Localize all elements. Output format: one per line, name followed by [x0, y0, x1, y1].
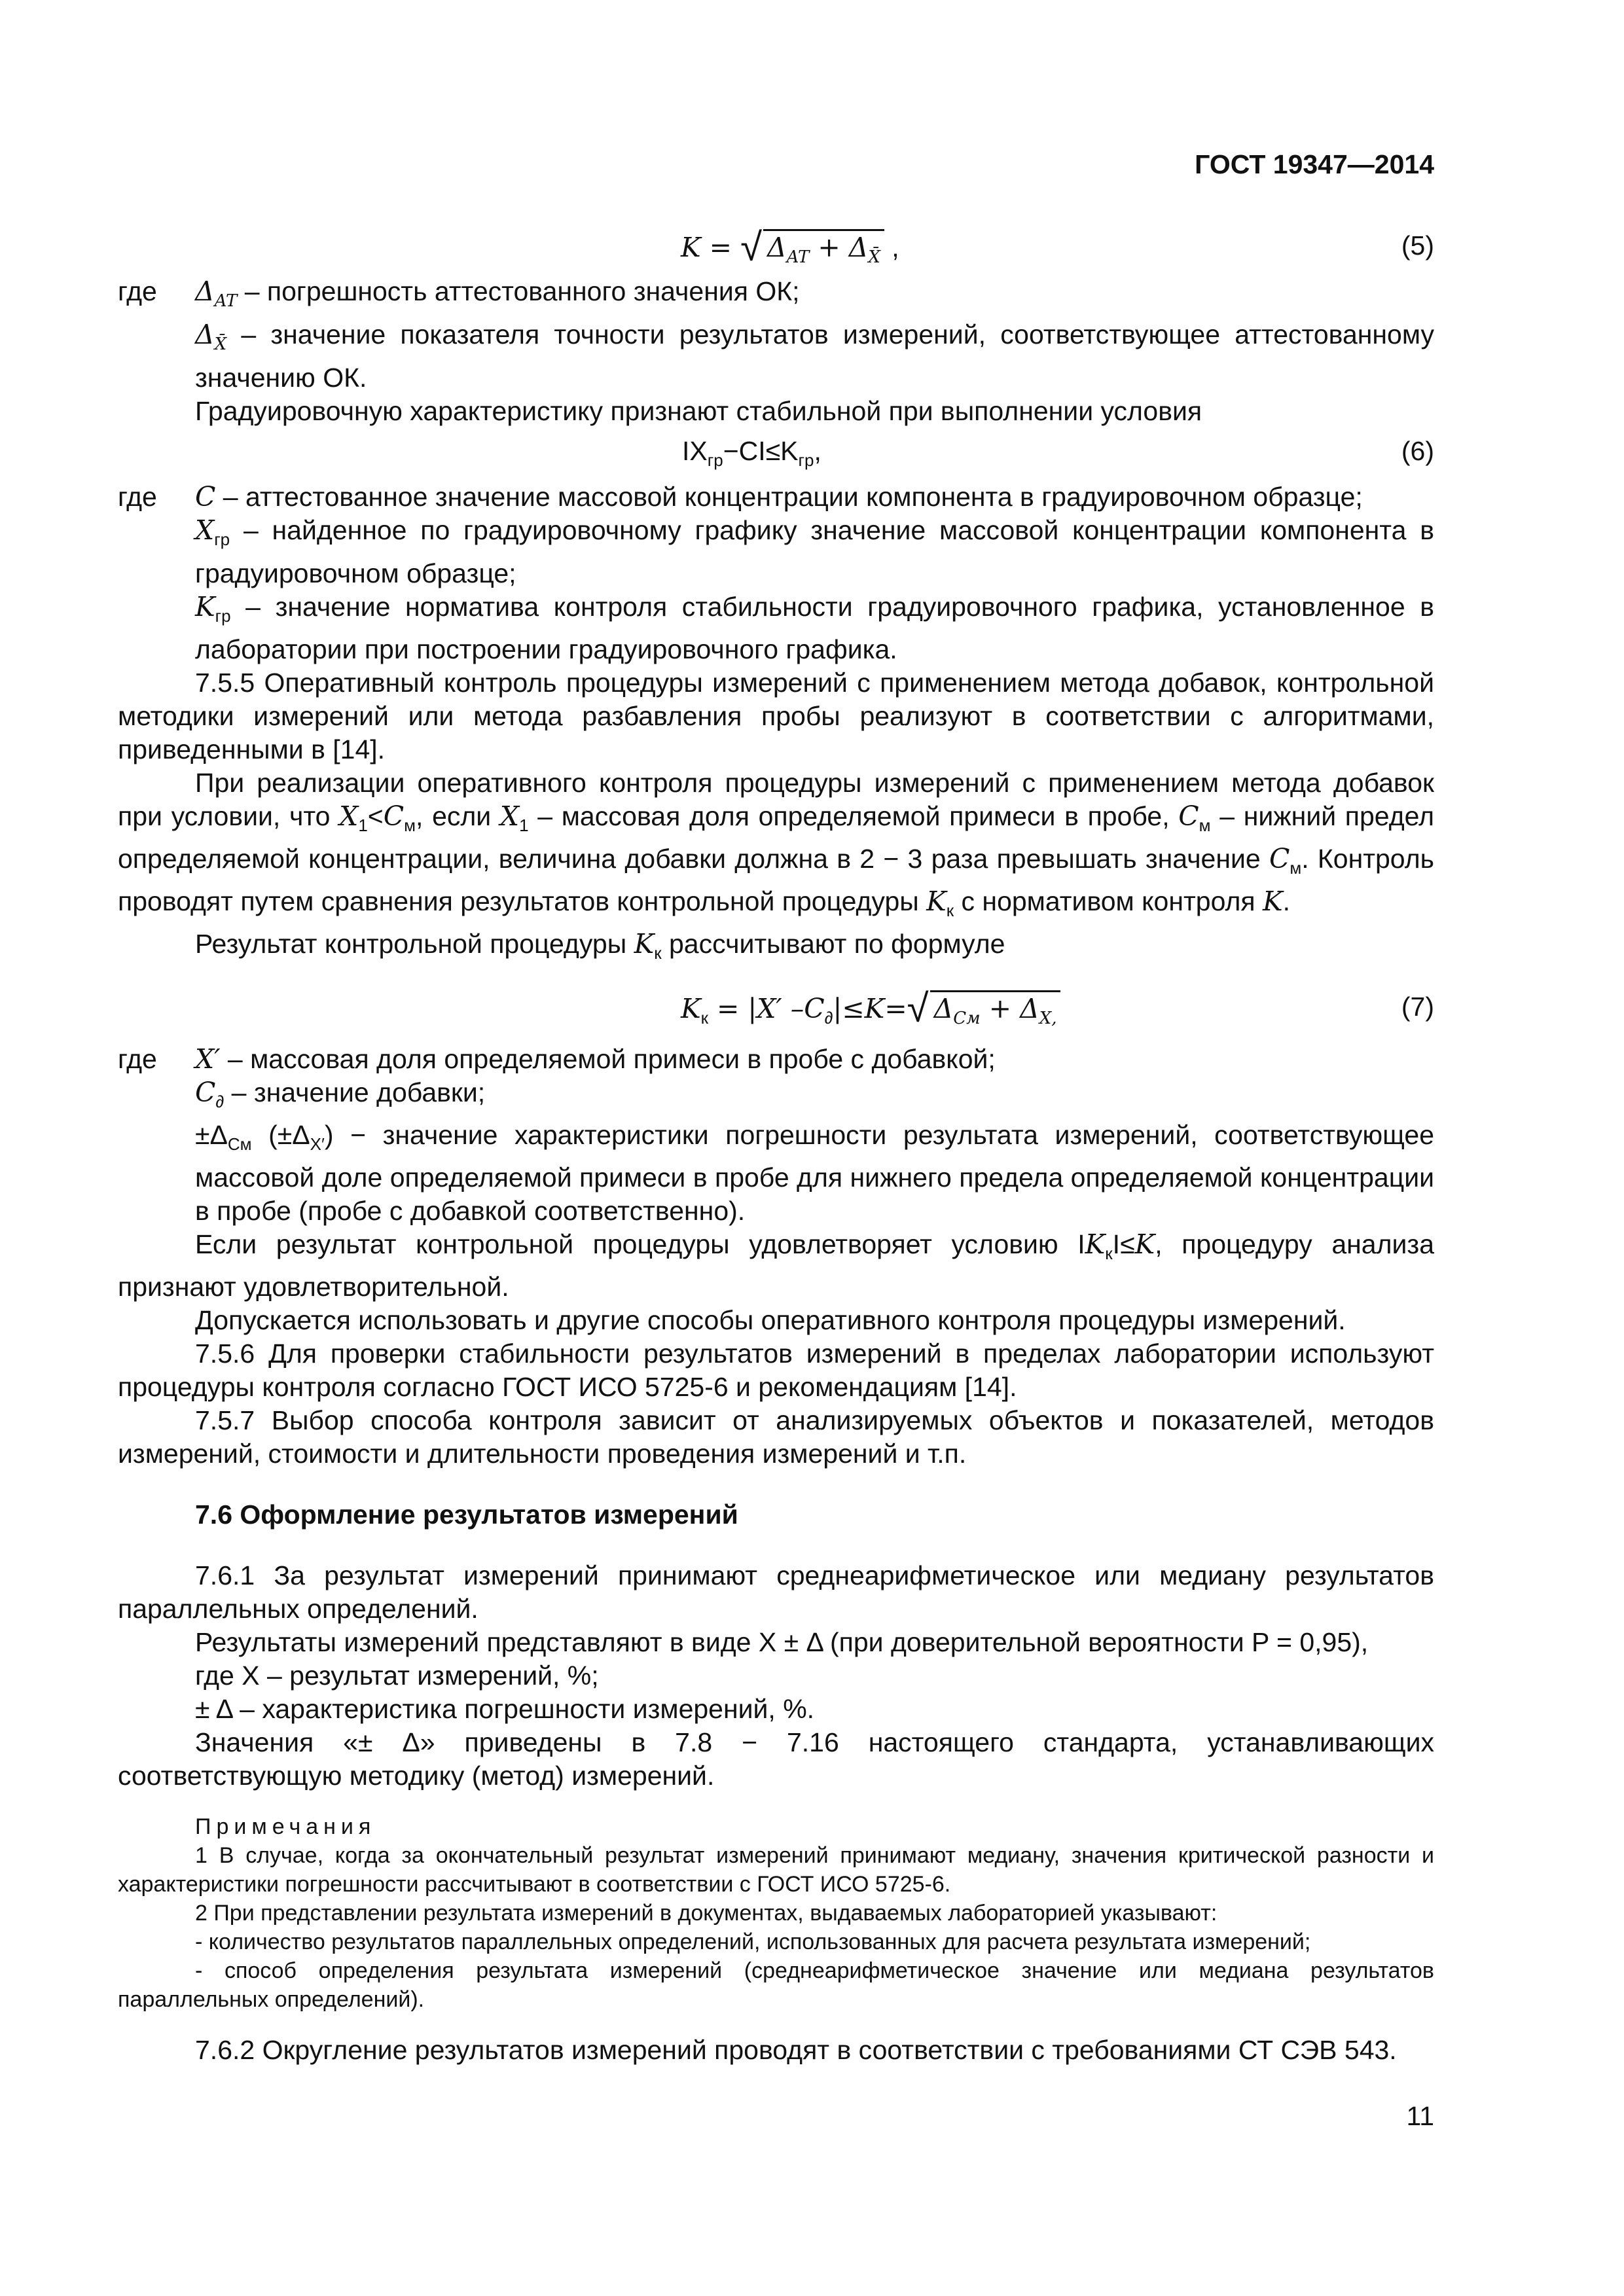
symbol-x: X	[195, 514, 215, 547]
spacer	[118, 2014, 1434, 2034]
impl-x2: X	[499, 800, 520, 832]
symbol-c-sub: ∂	[215, 1091, 225, 1111]
impl-text-6: с нормативом контроля	[954, 886, 1263, 917]
paragraph-7-5-6: 7.5.6 Для проверки стабильности результатов измерений в пределах лаборатории используют процедуры контроля согласно ГОСТ ИСО 5725-6 и рекомендациям [14].	[118, 1338, 1434, 1403]
paragraph-result	[118, 927, 1434, 970]
impl-text-1: При реализации оперативного контроля процедуры измерений с применением метода добавок при условии, что	[118, 767, 1434, 831]
impl-cm3-sub: м	[1290, 858, 1302, 878]
if-text-1: Если результат контрольной процедуры удовлетворяет условию I	[195, 1229, 1085, 1259]
impl-x1: X	[339, 800, 359, 832]
result-text-1: Результат контрольной процедуры	[195, 929, 634, 960]
formula-5-plus: +	[809, 232, 849, 263]
impl-text-7: .	[1282, 886, 1291, 917]
impl-cm3: C	[1269, 842, 1290, 874]
if-k2: K	[1134, 1228, 1155, 1260]
if-k-sub: к	[1105, 1244, 1113, 1264]
formula-7-sub-a: См	[953, 1008, 981, 1028]
page-number: 11	[1406, 2101, 1434, 2131]
where-7-c-text: – значение добавки;	[224, 1077, 486, 1107]
symbol-c: C	[195, 481, 216, 513]
formula-5-sub-a: AT	[786, 247, 810, 268]
where-7-delta-sub: См	[227, 1134, 252, 1154]
delta-subscript: AT	[214, 291, 238, 312]
formula-5-radicand	[763, 229, 884, 274]
symbol-x-prime: X′	[195, 1043, 221, 1075]
delta-symbol: Δ	[195, 319, 215, 351]
where-6-x-text: – найденное по градуировочному графику значение массовой концентрации компонента в градуировочном образце;	[195, 515, 1434, 588]
paragraph-7-5-7: 7.5.7 Выбор способа контроля зависит от анализируемых объектов и показателей, методов измерений, стоимости и длительности проведения измерений и т.п.	[118, 1405, 1434, 1469]
spacer	[118, 1793, 1434, 1812]
section-heading-7-6: 7.6 Оформление результатов измерений	[195, 1499, 738, 1530]
formula-7-delta-b: Δ	[1020, 992, 1039, 1024]
where-label: где	[118, 482, 157, 512]
notes-block	[118, 1812, 1434, 2014]
formula-5-delta-a: Δ	[767, 232, 787, 263]
where-6-row-k	[118, 590, 1434, 666]
note-1: 1 В случае, когда за окончательный результат измерений принимают медиану, значения критической разности и характеристики погрешности рассчитывают в соответствии с ГОСТ ИСО 5725-6.	[118, 1843, 1434, 1897]
formula-7-number: (7)	[1401, 991, 1434, 1022]
formula-7-delta-a: Δ	[933, 992, 954, 1024]
note-2a: - количество результатов параллельных определений, использованных для расчета результата измерений;	[195, 1929, 1311, 1955]
formula-7-expression	[681, 986, 1060, 1035]
notes-title: Примечания	[195, 1814, 376, 1840]
paragraph-7-6-2: 7.6.2 Округление результатов измерений проводят в соответствии с требованиями СТ СЭВ 543.	[195, 2035, 1397, 2066]
where-6-c-text: – аттестованное значение массовой концентрации компонента в градуировочном образце;	[215, 482, 1363, 512]
impl-text-5: . Контроль проводят путем сравнения результатов контрольной процедуры	[118, 843, 1434, 917]
impl-kk: K	[926, 886, 947, 918]
document-body	[118, 223, 1434, 2067]
formula-5-delta-b: Δ	[848, 232, 869, 263]
impl-text-3: – массовая доля определяемой примеси в пробе,	[528, 800, 1179, 831]
impl-cm1: C	[383, 800, 405, 832]
formula-7-lhs: K	[681, 992, 701, 1024]
where-5-row-2	[118, 318, 1434, 395]
paragraph-7-5-5: 7.5.5 Оперативный контроль процедуры измерений с применением метода добавок, контрольной методики измерений или метода разбавления пробы реализуют в соответствии с алгоритмами, приведенными в [14].	[118, 667, 1434, 764]
where-6-k-text: – значение норматива контроля стабильности градуировочного графика, установленное в лаборатории при построении градуировочного графика.	[195, 591, 1434, 664]
delta-subscript: X̄	[214, 334, 227, 355]
impl-cm2: C	[1178, 800, 1199, 832]
where-7-delta-text: ) − значение характеристики погрешности результата измерений, соответствующее массовой доле определяемой примеси в пробе для нижнего предела определяемой концентрации в пробе (пробе с добавкой соответственно).	[195, 1119, 1434, 1226]
impl-cm1-sub: м	[404, 815, 416, 835]
symbol-x-sub: гр	[214, 529, 230, 550]
formula-6-text-b: −CI≤K	[723, 436, 799, 467]
delta-symbol: Δ	[195, 276, 215, 307]
impl-k: K	[1262, 886, 1283, 918]
formula-6-text-a: IX	[682, 436, 708, 467]
result-text-2: рассчитывают по формуле	[661, 929, 1005, 960]
where-label: где	[118, 276, 157, 306]
if-text-3: , процедуру анализа признают удовлетворительной.	[118, 1229, 1434, 1302]
formula-5-number: (5)	[1401, 230, 1434, 260]
where-5-row-1	[118, 275, 1434, 318]
symbol-c: C	[195, 1076, 216, 1108]
impl-kk-sub: к	[946, 901, 954, 921]
formula-5-lhs: K =	[681, 232, 741, 263]
symbol-k-sub: гр	[215, 605, 231, 626]
formula-6-expression	[682, 435, 821, 477]
formula-7	[118, 971, 1434, 1043]
paragraph-implementation	[118, 766, 1434, 928]
formula-5-expression	[681, 225, 899, 274]
formula-7-lhs-sub: к	[700, 1007, 709, 1028]
where-5-item-2-text: – значение показателя точности результатов измерений, соответствующее аттестованному значению ОК.	[195, 319, 1434, 393]
sqrt-icon: √	[907, 986, 929, 1030]
formula-7-rel: |≤K=	[833, 992, 907, 1024]
where-6-row-c	[118, 480, 1434, 514]
formula-7-mid: = |X′ –C	[708, 992, 825, 1024]
impl-lt: <	[367, 800, 384, 831]
note-2b: - способ определения результата измерений (среднеарифметическое значение или медиана результатов параллельных определений).	[118, 1958, 1434, 2013]
symbol-k: K	[195, 590, 215, 622]
where-7-delta-mid: (±Δ	[251, 1119, 310, 1150]
where-7-row-x	[118, 1043, 1434, 1076]
where-7-row-c	[118, 1076, 1434, 1119]
impl-x2-sub: 1	[519, 815, 529, 835]
where-7-delta: ±Δ	[195, 1119, 228, 1150]
formula-7-sub-b: X,	[1039, 1008, 1057, 1028]
impl-x1-sub: 1	[358, 815, 368, 835]
where-7-row-delta	[118, 1119, 1434, 1228]
where-label: где	[118, 1043, 157, 1074]
paragraph-calibration: Градуировочную характеристику признают стабильной при выполнении условия	[195, 396, 1202, 427]
result-kk-sub: к	[654, 943, 662, 963]
where-7-x-text: – массовая доля определяемой примеси в пробе с добавкой;	[220, 1043, 996, 1074]
impl-text-2: , если	[416, 800, 500, 831]
formula-7-plus: +	[980, 992, 1020, 1024]
paragraph-if	[118, 1228, 1434, 1304]
formula-7-radicand	[930, 990, 1061, 1035]
sqrt-icon: √	[740, 225, 762, 269]
formula-6	[118, 428, 1434, 480]
formula-5-sub-b: X̄	[868, 247, 880, 268]
result-kk: K	[634, 928, 655, 960]
formula-7-mid-sub: ∂	[824, 1007, 833, 1028]
paragraph-where-x: где X – результат измерений, %;	[195, 1660, 599, 1691]
standard-code-header: ГОСТ 19347—2014	[1195, 149, 1434, 179]
impl-cm2-sub: м	[1199, 815, 1211, 835]
formula-6-tail: ,	[814, 436, 821, 467]
formula-5-tail: ,	[884, 232, 899, 262]
impl-text-4: – нижний предел определяемой концентрации, величина добавки должна в 2 − 3 раза превышать значение	[118, 800, 1434, 874]
formula-6-sub-b: гр	[798, 450, 814, 471]
paragraph-values: Значения «± Δ» приведены в 7.8 − 7.16 настоящего стандарта, устанавливающих соответствующую методику (метод) измерений.	[118, 1727, 1434, 1791]
paragraph-representation: Результаты измерений представляют в виде X ± Δ (при доверительной вероятности P = 0,95),	[195, 1627, 1369, 1658]
paragraph-7-6-1: 7.6.1 За результат измерений принимают среднеарифметическое или медиану результатов параллельных определений.	[118, 1560, 1434, 1624]
where-6-row-x	[118, 514, 1434, 590]
if-k: K	[1085, 1228, 1106, 1260]
where-5-item-1-text: – погрешность аттестованного значения ОК;	[237, 276, 800, 306]
formula-6-sub-a: гр	[707, 450, 723, 471]
formula-6-number: (6)	[1401, 436, 1434, 467]
paragraph-delta: ± Δ – характеристика погрешности измерений, %.	[195, 1694, 815, 1725]
where-7-delta-sub2: X′	[310, 1134, 325, 1154]
if-text-2: I≤	[1112, 1229, 1135, 1259]
paragraph-allow: Допускается использовать и другие способы оперативного контроля процедуры измерений.	[195, 1305, 1346, 1336]
note-2: 2 При представлении результата измерений в документах, выдаваемых лабораторией указывают:	[195, 1901, 1218, 1926]
formula-5	[118, 223, 1434, 275]
